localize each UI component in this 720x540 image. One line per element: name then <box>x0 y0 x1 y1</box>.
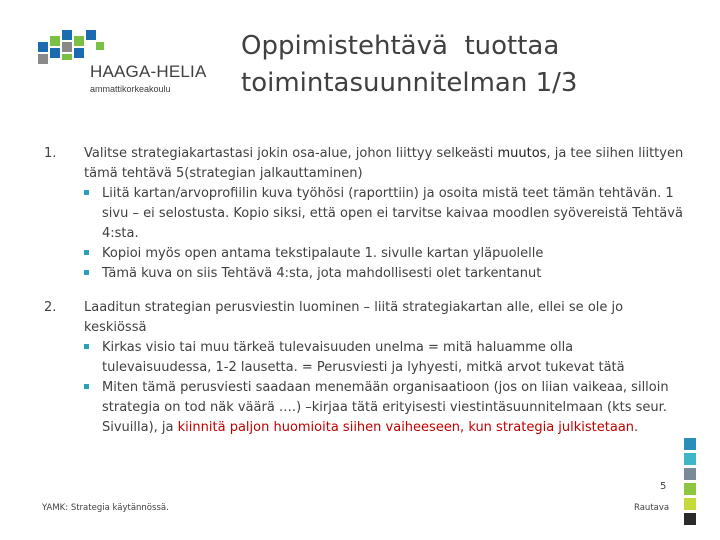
page-number: 5 <box>660 481 667 492</box>
slide-title-line2: toimintasuunnitelman 1/3 <box>241 68 578 98</box>
decorative-squares <box>684 438 696 528</box>
item-text-start: Valitse strategiakartastasi jokin osa-alue, johon liittyy selkeästi <box>84 146 498 161</box>
deco-square <box>684 468 696 480</box>
deco-square <box>684 438 696 450</box>
logo-subtitle: ammattikorkeakoulu <box>90 84 171 94</box>
logo-name: HAAGA-HELIA <box>90 62 207 81</box>
deco-square <box>684 453 696 465</box>
item-text <box>84 144 684 184</box>
item-text-end: , ja tee siihen liittyen tämä tehtävä 5(strategian jalkauttaminen) <box>84 146 684 181</box>
item-text: Laaditun strategian perusviestin luominen – liitä strategiakartan alle, ellei se ole jo keskiössä <box>84 300 624 335</box>
item-number: 2. <box>44 300 57 315</box>
footer-author: Rautava <box>634 503 670 513</box>
sub-bullet <box>84 184 684 244</box>
sub-bullet-end: . <box>634 420 639 435</box>
bullet-square-icon <box>84 250 89 255</box>
sub-bullet <box>84 338 684 378</box>
sub-bullet-text: Kirkas visio tai muu tärkeä tulevaisuuden unelma = mitä haluamme olla tulevaisuudessa, 1-2 lausetta. = Perusviesti ja lyhyesti, mitkä arvot tukevat tätä <box>102 340 625 375</box>
sub-bullet-text: Kopioi myös open antama tekstipalaute 1. sivulle kartan yläpuolelle <box>102 246 544 261</box>
deco-square <box>684 513 696 525</box>
list-item <box>44 144 684 284</box>
item-highlight: muutos <box>497 146 547 161</box>
slide-title-line1: Oppimistehtävä tuottaa <box>241 31 560 61</box>
bullet-square-icon <box>84 190 89 195</box>
sub-bullet <box>84 264 684 284</box>
sub-bullet-text: Liitä kartan/arvoprofiilin kuva työhösi (raporttiin) ja osoita mistä teet tämän tehtävän. 1 sivu – ei selostusta. Kopio siksi, että open ei tarvitse kaivaa moodlen syövereistä Tehtävä 4:sta. <box>102 186 683 241</box>
footer-course: YAMK: Strategia käytännössä. <box>42 503 169 513</box>
bullet-square-icon <box>84 270 89 275</box>
numbered-list <box>44 144 684 438</box>
bullet-square-icon <box>84 384 89 389</box>
bullet-square-icon <box>84 344 89 349</box>
list-item <box>44 298 684 438</box>
sub-bullet-text: Tämä kuva on siis Tehtävä 4:sta, jota mahdollisesti olet tarkentanut <box>102 266 542 281</box>
item-number: 1. <box>44 146 57 161</box>
sub-bullet-text: Miten tämä perusviesti saadaan menemään organisaatioon (jos on liian vaikeaa, silloin strategia on tod näk väärä ….) –kirjaa tätä erityisesti viestintäsuunnitelmaan (kts seur. Sivuilla), ja <box>102 380 669 435</box>
deco-square <box>684 498 696 510</box>
sub-bullet <box>84 378 684 438</box>
sub-bullet-emphasis: kiinnitä paljon huomioita siihen vaiheeseen, kun strategia julkistetaan <box>177 420 635 435</box>
haaga-helia-logo <box>38 30 208 100</box>
sub-bullet <box>84 244 684 264</box>
slide-title <box>241 28 701 102</box>
deco-square <box>684 483 696 495</box>
